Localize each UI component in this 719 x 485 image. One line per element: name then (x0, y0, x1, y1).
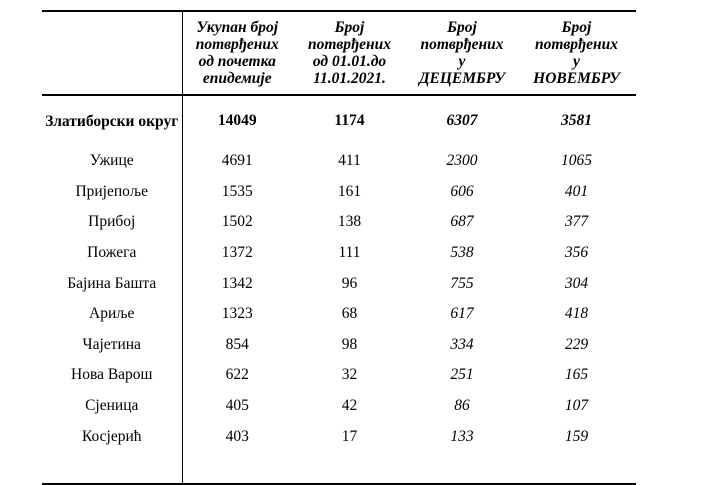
table-row (42, 146, 636, 177)
table-row (42, 452, 636, 484)
cell-november: 1065 (561, 152, 592, 170)
cell-january: 42 (341, 397, 358, 415)
cell-november (517, 452, 636, 484)
header-january-line: од 01.01.до (312, 53, 387, 70)
cell-region: Чајетина (42, 330, 182, 361)
header-december-line: потврђених (420, 36, 504, 53)
cell-november: 3581 (561, 112, 592, 129)
table-row-district-total (42, 95, 636, 146)
cell-region: Златиборски округ (42, 95, 182, 146)
header-december (407, 11, 517, 95)
cell-november: 418 (564, 305, 589, 323)
cell-november: 165 (564, 366, 589, 384)
cell-region: Косјерић (42, 421, 182, 452)
header-region (42, 11, 182, 95)
cell-total: 1323 (221, 305, 253, 323)
header-total (182, 11, 292, 95)
cell-january: 1174 (334, 112, 365, 129)
cell-region: Прибој (42, 207, 182, 238)
cell-january: 138 (337, 213, 362, 231)
cell-november: 304 (564, 274, 589, 292)
cell-total: 1535 (221, 182, 253, 200)
cell-january (292, 452, 407, 484)
header-november-line: у (573, 53, 580, 70)
header-december-line: Број (447, 19, 477, 36)
cell-january: 17 (341, 427, 358, 445)
cell-region: Пожега (42, 238, 182, 269)
cell-december (407, 452, 517, 484)
table-header-row (42, 11, 636, 95)
cell-november: 159 (564, 427, 589, 445)
cell-total: 1372 (221, 244, 253, 262)
header-january-line: 11.01.2021. (313, 70, 386, 87)
cell-region: Пријепоље (42, 177, 182, 208)
header-november-line: Број (561, 19, 592, 36)
cell-january: 98 (341, 335, 358, 353)
cell-region: Ужице (42, 146, 182, 177)
cell-total: 403 (225, 427, 249, 445)
header-december-line: у (458, 53, 466, 70)
document-page (42, 10, 636, 485)
cell-december: 6307 (446, 112, 478, 129)
cell-december: 251 (450, 366, 474, 384)
cell-december: 334 (450, 335, 474, 353)
table-row (42, 238, 636, 269)
cell-december: 606 (450, 182, 474, 200)
cell-january: 111 (338, 244, 361, 262)
cell-november: 356 (564, 244, 589, 262)
header-total-line: епидемије (202, 70, 272, 87)
header-january-line: потврђених (307, 36, 392, 53)
table-row (42, 268, 636, 299)
cell-january: 96 (341, 274, 358, 292)
header-total-line: Укупан број (196, 19, 279, 36)
header-january-line: Број (334, 19, 365, 36)
header-november (517, 11, 636, 95)
cell-total: 854 (225, 335, 249, 353)
table-row (42, 330, 636, 361)
cell-january: 161 (337, 182, 362, 200)
header-total-line: од почетка (198, 53, 276, 70)
cell-region: Нова Варош (42, 360, 182, 391)
cell-region: Бајина Башта (42, 268, 182, 299)
cell-december: 2300 (446, 152, 478, 170)
cell-december: 617 (450, 305, 474, 323)
cell-total: 1342 (221, 274, 253, 292)
cell-region: Сјеница (42, 391, 182, 422)
cell-total: 4691 (221, 152, 253, 170)
header-december-line: ДЕЦЕМБРУ (418, 70, 506, 87)
cell-december: 538 (450, 244, 474, 262)
header-january (292, 11, 407, 95)
cell-region (42, 452, 182, 484)
cell-total: 405 (225, 397, 249, 415)
table-row (42, 360, 636, 391)
cell-december: 687 (450, 213, 474, 231)
cell-total: 1502 (221, 213, 253, 231)
cell-november: 401 (564, 182, 589, 200)
cell-december: 133 (450, 427, 474, 445)
cell-december: 86 (454, 397, 470, 415)
table-row (42, 391, 636, 422)
cell-november: 229 (564, 335, 589, 353)
cell-total: 622 (225, 366, 249, 384)
table-row (42, 207, 636, 238)
header-total-line: потврђених (195, 36, 279, 53)
table-row (42, 299, 636, 330)
cell-january: 32 (341, 366, 358, 384)
cell-december: 755 (450, 274, 474, 292)
header-november-line: НОВЕМБРУ (533, 70, 620, 87)
header-november-line: потврђених (534, 36, 619, 53)
covid-cases-table (42, 10, 636, 485)
cell-january: 68 (341, 305, 358, 323)
cell-total: 14049 (217, 112, 257, 129)
cell-november: 107 (564, 397, 589, 415)
cell-region: Ариље (42, 299, 182, 330)
cell-total (182, 452, 292, 484)
cell-january: 411 (338, 152, 361, 170)
table-row (42, 421, 636, 452)
cell-november: 377 (564, 213, 589, 231)
table-row (42, 177, 636, 208)
